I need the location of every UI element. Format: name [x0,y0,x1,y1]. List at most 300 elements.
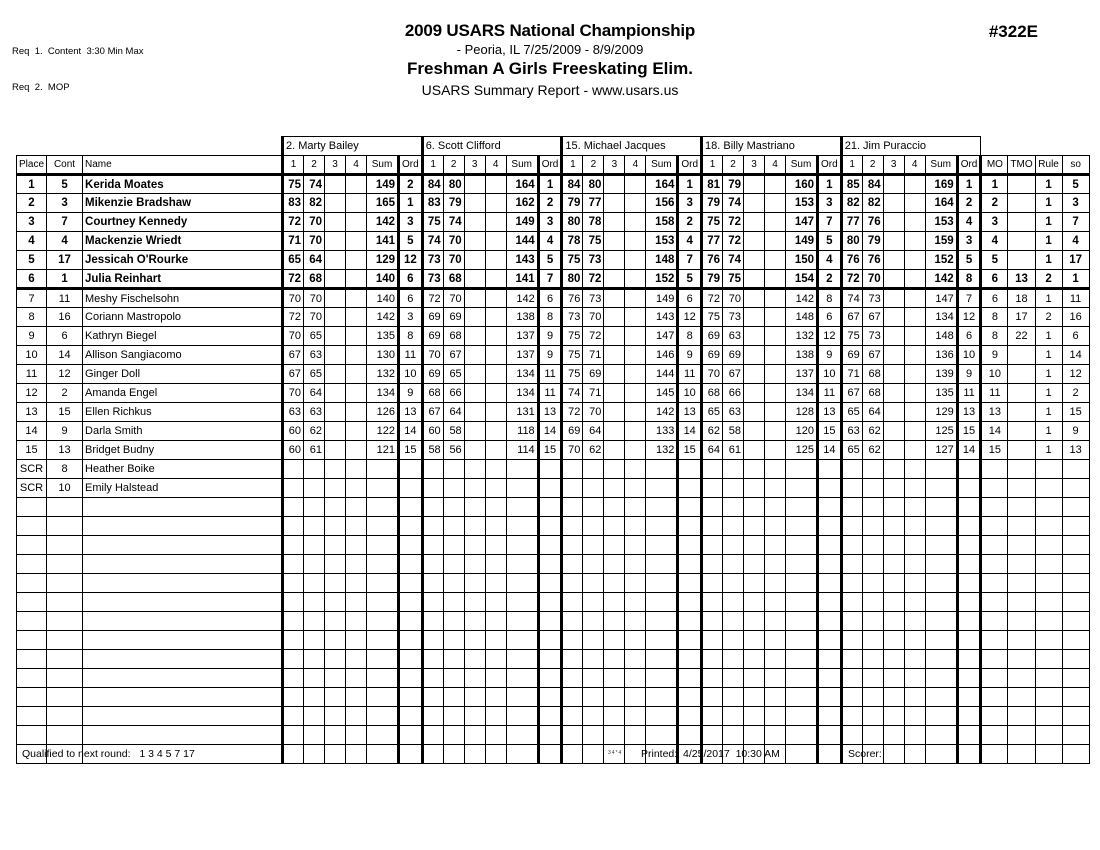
cell-tmo [1008,422,1035,441]
cell-judge0-empty3 [346,574,367,593]
cell-judge2-score4 [625,194,646,213]
cell-mo: 14 [981,422,1008,441]
cell-place [17,612,47,631]
cell-judge4-ord: 5 [957,251,981,270]
cell-judge4-sum: 159 [925,232,957,251]
cell-judge1-score1: 73 [422,251,443,270]
cell-judge1-score4 [485,346,506,365]
table-row [17,175,1090,194]
cell-judge0-empty4 [367,593,399,612]
cell-judge4-score1: 80 [841,232,862,251]
cell-judge1-score2: 70 [443,289,464,308]
cell-judge3-empty5 [818,574,842,593]
table-row [17,289,1090,308]
cell-judge4-empty4 [925,650,957,669]
cell-judge3-score2: 72 [723,213,744,232]
cell-judge2-empty3 [625,612,646,631]
cell-judge2-score4 [625,175,646,194]
cell-judge4-score2 [862,460,883,479]
cell-judge2-score1: 75 [562,327,583,346]
judge-header-4: 21. Jim Puraccio [841,137,981,156]
cell-judge3-score4 [765,460,786,479]
cell-judge0-score1: 65 [283,251,304,270]
cell-judge3-ord: 6 [818,308,842,327]
table-row [17,194,1090,213]
cell-cont [47,574,83,593]
cell-judge3-empty2 [744,574,765,593]
cell-judge4-score1 [841,460,862,479]
cell-judge0-score4 [346,422,367,441]
cell-so: 12 [1062,365,1089,384]
cell-judge3-score4 [765,403,786,422]
cell-judge0-ord: 6 [399,289,423,308]
spacer-name [83,137,283,156]
cell-judge0-score1: 67 [283,346,304,365]
cell-tmo: 17 [1008,308,1035,327]
cell-judge1-empty5 [538,707,562,726]
cell-judge1-sum: 149 [506,213,538,232]
cell-judge3-empty5 [818,707,842,726]
cell-judge2-empty1 [583,612,604,631]
cell-tail-empty [981,574,1008,593]
cell-judge0-score1 [283,479,304,498]
judge-header-1: 6. Scott Clifford [422,137,562,156]
cell-judge4-empty0 [841,555,862,574]
cell-judge3-score3 [744,289,765,308]
cell-name: Courtney Kennedy [83,213,283,232]
cell-judge4-score4 [904,213,925,232]
cell-judge2-score2: 78 [583,213,604,232]
cell-judge0-score2: 70 [304,232,325,251]
cell-judge4-empty3 [904,631,925,650]
cell-judge1-empty4 [506,498,538,517]
cell-judge4-ord: 2 [957,194,981,213]
cell-judge4-empty2 [883,669,904,688]
cell-rule [1035,479,1062,498]
col-judge2-sum: Sum [646,156,678,175]
table-row [17,327,1090,346]
cell-judge1-empty5 [538,669,562,688]
cell-rule: 2 [1035,308,1062,327]
cell-name: Heather Boike [83,460,283,479]
cell-judge3-empty0 [702,555,723,574]
cell-judge0-empty1 [304,593,325,612]
cell-tail-empty [981,612,1008,631]
cell-judge2-score1: 79 [562,194,583,213]
cell-judge2-sum: 164 [646,175,678,194]
cell-judge2-sum: 132 [646,441,678,460]
printed-timestamp: Printed: 4/25/2017 10:30 AM [641,748,780,760]
cell-judge2-score4 [625,251,646,270]
cell-judge3-score4 [765,441,786,460]
cell-judge3-empty5 [818,631,842,650]
cell-place: SCR [17,479,47,498]
cell-name: Amanda Engel [83,384,283,403]
cell-judge1-sum: 164 [506,175,538,194]
cell-judge1-empty2 [464,555,485,574]
cell-judge4-empty3 [904,574,925,593]
cell-judge1-empty4 [506,688,538,707]
cell-judge4-empty2 [883,574,904,593]
cell-judge3-empty4 [786,498,818,517]
cell-judge4-empty4 [925,612,957,631]
cell-judge4-score3 [883,460,904,479]
cell-judge0-empty0 [283,593,304,612]
cell-judge4-score2: 67 [862,308,883,327]
cell-judge2-empty4 [646,498,678,517]
cell-tail-empty [1035,707,1062,726]
cell-judge0-empty3 [346,498,367,517]
cell-judge2-ord: 15 [678,441,702,460]
cell-judge1-empty0 [422,726,443,745]
cell-judge0-score1 [283,460,304,479]
cell-tail-empty [1035,612,1062,631]
cell-place [17,631,47,650]
page-title: 2009 USARS National Championship [404,21,696,40]
cell-judge0-empty3 [346,669,367,688]
cell-judge1-score3 [464,213,485,232]
cell-judge1-empty1 [443,669,464,688]
cell-judge2-empty5 [678,574,702,593]
cell-judge1-empty1 [443,498,464,517]
cell-judge0-score1: 70 [283,384,304,403]
cell-judge1-sum: 144 [506,232,538,251]
title-block [0,20,1100,100]
cell-judge4-empty5 [957,498,981,517]
cell-judge2-score1: 75 [562,251,583,270]
cell-mo [981,479,1008,498]
cell-judge1-score1 [422,460,443,479]
cell-judge3-score3 [744,270,765,289]
cell-judge2-score4 [625,270,646,289]
cell-judge1-score1: 73 [422,270,443,289]
cell-judge2-score4 [625,479,646,498]
cell-judge1-empty0 [422,669,443,688]
cell-name: Kerida Moates [83,175,283,194]
cell-judge3-ord: 2 [818,270,842,289]
cell-judge1-ord: 6 [538,289,562,308]
table-row-empty [17,688,1090,707]
cell-judge2-ord [678,460,702,479]
cell-judge1-score2: 56 [443,441,464,460]
cell-judge2-empty0 [562,574,583,593]
cell-judge2-score4 [625,403,646,422]
cell-judge1-score3 [464,232,485,251]
cell-tail-empty [1008,555,1035,574]
cell-judge2-empty0 [562,688,583,707]
scorer-label: Scorer: [848,748,882,760]
cell-judge4-score1: 85 [841,175,862,194]
cell-judge1-ord: 1 [538,175,562,194]
cell-place: 12 [17,384,47,403]
cell-judge3-score4 [765,422,786,441]
cell-judge0-score2: 70 [304,308,325,327]
cell-judge0-empty3 [346,650,367,669]
cell-judge3-ord [818,460,842,479]
cell-judge3-score3 [744,403,765,422]
cell-rule: 1 [1035,346,1062,365]
cell-tail-empty [1062,707,1089,726]
cell-judge4-score4 [904,365,925,384]
cell-judge2-empty1 [583,593,604,612]
cell-rule: 1 [1035,384,1062,403]
cell-judge2-score2: 77 [583,194,604,213]
cell-judge0-empty2 [325,688,346,707]
cell-judge0-score1: 71 [283,232,304,251]
cell-judge2-sum: 144 [646,365,678,384]
cell-judge2-score2: 73 [583,289,604,308]
cell-judge2-score3 [604,365,625,384]
cell-judge1-empty3 [485,555,506,574]
cell-judge2-empty1 [583,498,604,517]
cell-judge1-empty0 [422,707,443,726]
cell-judge1-empty0 [422,631,443,650]
cell-mo: 8 [981,327,1008,346]
col-judge1-ord: Ord [538,156,562,175]
cell-judge2-score2: 64 [583,422,604,441]
cell-judge2-empty4 [646,517,678,536]
cell-judge0-score4 [346,213,367,232]
cell-mo: 6 [981,289,1008,308]
cell-judge3-score1: 62 [702,422,723,441]
cell-judge3-empty5 [818,593,842,612]
cell-tail-empty [1008,726,1035,745]
cell-judge1-empty4 [506,555,538,574]
cell-judge1-ord: 7 [538,270,562,289]
table-row [17,346,1090,365]
cell-judge4-empty3 [904,669,925,688]
cell-judge4-score1: 76 [841,251,862,270]
table-row [17,422,1090,441]
cell-judge2-sum: 133 [646,422,678,441]
cell-so: 7 [1062,213,1089,232]
cell-judge2-empty2 [604,726,625,745]
cell-tail-empty [1062,536,1089,555]
cell-rule: 1 [1035,194,1062,213]
cell-judge3-empty3 [765,707,786,726]
cell-judge4-empty0 [841,612,862,631]
cell-place: SCR [17,460,47,479]
cell-judge2-ord: 11 [678,365,702,384]
cell-judge0-score2: 74 [304,175,325,194]
cell-judge0-empty5 [399,631,423,650]
cell-name: Ellen Richkus [83,403,283,422]
cell-judge4-empty5 [957,593,981,612]
cell-judge2-empty3 [625,726,646,745]
cell-judge3-empty0 [702,536,723,555]
cell-judge2-empty1 [583,517,604,536]
cell-judge0-empty1 [304,631,325,650]
cell-judge4-score1: 77 [841,213,862,232]
cell-judge4-sum [925,460,957,479]
cell-name: Mikenzie Bradshaw [83,194,283,213]
cell-judge2-score2: 75 [583,232,604,251]
cell-judge0-ord: 15 [399,441,423,460]
cell-judge3-sum: 154 [786,270,818,289]
cell-judge1-empty3 [485,517,506,536]
col-judge2-score2: 2 [583,156,604,175]
col-cont: Cont [47,156,83,175]
cell-so: 6 [1062,327,1089,346]
cell-judge4-score2: 76 [862,213,883,232]
cell-judge4-empty1 [862,631,883,650]
cell-judge3-ord: 7 [818,213,842,232]
cell-judge4-empty2 [883,555,904,574]
cell-judge2-empty1 [583,726,604,745]
cell-judge2-score4 [625,384,646,403]
cell-judge3-score2 [723,479,744,498]
cell-judge0-sum: 140 [367,270,399,289]
cell-judge2-empty4 [646,669,678,688]
cell-cont [47,707,83,726]
cell-judge0-score1: 70 [283,289,304,308]
cell-judge2-ord: 12 [678,308,702,327]
cell-judge3-sum: 134 [786,384,818,403]
cell-judge0-empty2 [325,498,346,517]
cell-judge0-sum [367,460,399,479]
cell-judge3-score4 [765,270,786,289]
cell-cont [47,726,83,745]
cell-judge2-ord: 9 [678,346,702,365]
cell-mo: 1 [981,175,1008,194]
cell-name [83,536,283,555]
cell-judge3-empty4 [786,555,818,574]
cell-judge0-score1: 67 [283,365,304,384]
cell-judge3-sum: 150 [786,251,818,270]
cell-judge2-score1: 78 [562,232,583,251]
cell-judge4-empty4 [925,631,957,650]
cell-judge3-empty4 [786,593,818,612]
cell-judge3-ord: 15 [818,422,842,441]
cell-tmo [1008,441,1035,460]
cell-judge4-score3 [883,270,904,289]
cell-judge3-score2: 79 [723,175,744,194]
cell-place: 13 [17,403,47,422]
cell-judge1-score1: 75 [422,213,443,232]
cell-judge1-score2: 64 [443,403,464,422]
cell-judge1-score1: 60 [422,422,443,441]
table-row [17,213,1090,232]
col-tmo: TMO [1008,156,1035,175]
cell-judge3-empty3 [765,555,786,574]
cell-judge1-empty1 [443,650,464,669]
cell-judge1-sum: 143 [506,251,538,270]
cell-judge1-score2: 70 [443,251,464,270]
cell-judge3-score4 [765,213,786,232]
cell-judge0-score2: 62 [304,422,325,441]
cell-judge4-score2: 68 [862,365,883,384]
cell-rule: 1 [1035,441,1062,460]
cell-judge1-empty4 [506,517,538,536]
cell-judge1-empty4 [506,593,538,612]
cell-place [17,593,47,612]
cell-judge1-score1: 69 [422,308,443,327]
cell-judge0-empty5 [399,669,423,688]
cell-judge0-score3 [325,422,346,441]
cell-tail-empty [981,555,1008,574]
cell-judge2-empty4 [646,631,678,650]
cell-name: Meshy Fischelsohn [83,289,283,308]
table-row-empty [17,555,1090,574]
cell-judge0-score3 [325,346,346,365]
cell-judge2-empty4 [646,707,678,726]
col-judge4-score2: 2 [862,156,883,175]
cell-judge1-score1: 69 [422,327,443,346]
cell-judge4-score1: 82 [841,194,862,213]
cell-tail-empty [1062,726,1089,745]
cell-name [83,593,283,612]
cell-tail-empty [981,726,1008,745]
cell-judge4-score3 [883,194,904,213]
cell-place [17,536,47,555]
col-so: so [1062,156,1089,175]
cell-judge2-empty4 [646,726,678,745]
cell-judge1-empty2 [464,517,485,536]
cell-judge2-empty1 [583,669,604,688]
cell-judge1-score4 [485,270,506,289]
cell-judge2-sum: 149 [646,289,678,308]
cell-judge4-empty0 [841,707,862,726]
cell-judge2-sum: 158 [646,213,678,232]
table-row-empty [17,631,1090,650]
cell-judge0-sum: 135 [367,327,399,346]
cell-judge2-score1 [562,479,583,498]
cell-judge0-empty3 [346,517,367,536]
cell-judge1-score2: 68 [443,327,464,346]
cell-cont: 13 [47,441,83,460]
cell-judge0-score3 [325,308,346,327]
cell-judge1-sum: 134 [506,365,538,384]
cell-judge1-empty5 [538,517,562,536]
cell-judge3-empty0 [702,574,723,593]
cell-cont: 9 [47,422,83,441]
table-row [17,365,1090,384]
cell-judge2-score2: 62 [583,441,604,460]
cell-judge3-score1: 65 [702,403,723,422]
cell-judge4-empty5 [957,517,981,536]
cell-rule: 1 [1035,232,1062,251]
cell-tmo: 13 [1008,270,1035,289]
table-row-empty [17,593,1090,612]
cell-judge0-score4 [346,251,367,270]
cell-judge0-empty1 [304,517,325,536]
judge-header-3: 18. Billy Mastriano [702,137,842,156]
results-table [16,136,1090,764]
cell-rule: 1 [1035,365,1062,384]
cell-judge1-score4 [485,213,506,232]
cell-judge0-ord: 3 [399,308,423,327]
cell-judge1-empty5 [538,726,562,745]
cell-judge4-score3 [883,327,904,346]
cell-so [1062,460,1089,479]
cell-judge1-score2: 79 [443,194,464,213]
qualified-next-round: Qualified to next round: 1 3 4 5 7 17 [22,748,195,760]
cell-judge2-score4 [625,422,646,441]
cell-judge1-sum: 141 [506,270,538,289]
cell-judge3-ord: 12 [818,327,842,346]
cell-judge4-score2: 76 [862,251,883,270]
cell-judge3-empty0 [702,517,723,536]
cell-judge1-empty2 [464,593,485,612]
cell-judge1-empty2 [464,536,485,555]
cell-name: Coriann Mastropolo [83,308,283,327]
cell-judge4-empty3 [904,593,925,612]
table-row [17,308,1090,327]
cell-name [83,688,283,707]
cell-judge3-ord: 5 [818,232,842,251]
cell-judge4-empty0 [841,650,862,669]
cell-tail-empty [981,593,1008,612]
